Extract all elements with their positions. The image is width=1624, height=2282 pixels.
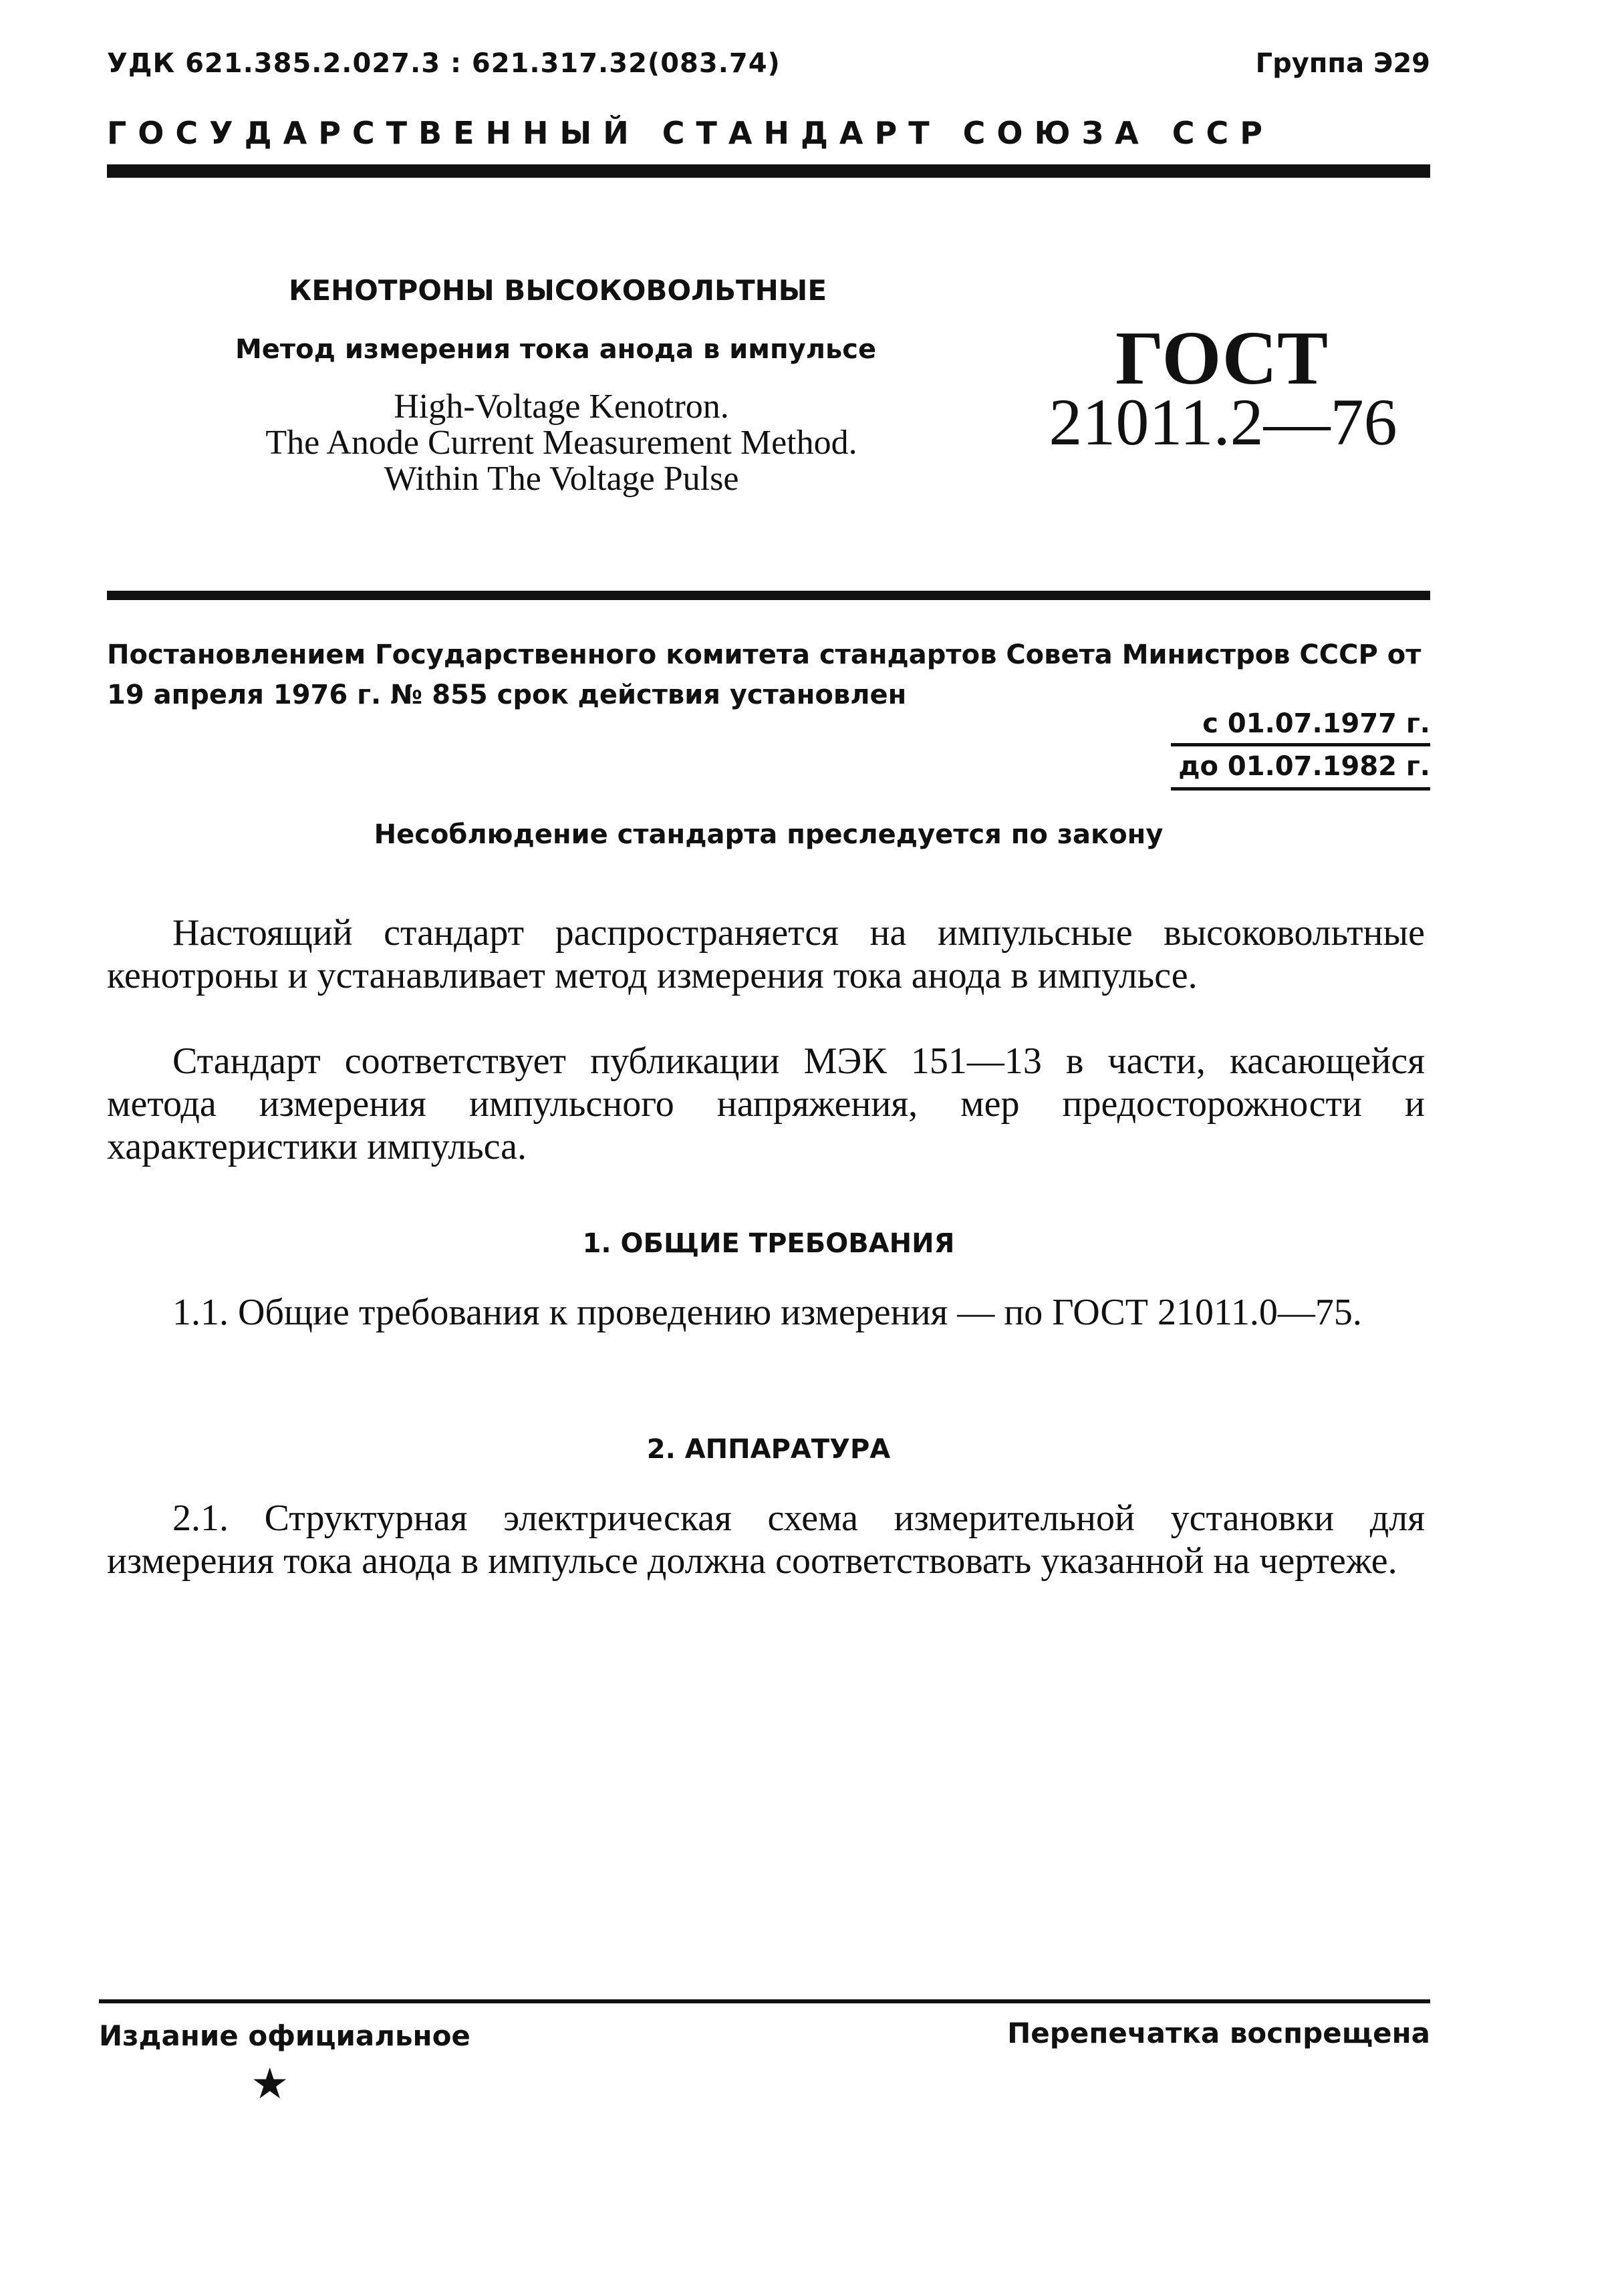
middle-rule bbox=[107, 591, 1430, 600]
law-notice: Несоблюдение стандарта преследуется по закону bbox=[374, 819, 1164, 850]
gost-label: ГОСТ bbox=[1115, 315, 1329, 400]
top-rule bbox=[107, 164, 1430, 178]
reprint-prohibited-label: Перепечатка воспрещена bbox=[1007, 2017, 1430, 2049]
star-icon: ★ bbox=[251, 2059, 289, 2109]
section-apparatus-paragraph: 2.1. Структурная электрическая схема измерительной установки для измерения тока анода в импульсе должна соответствовать указанной на чертеже. bbox=[107, 1497, 1425, 1582]
group-code: Группа Э29 bbox=[1255, 48, 1430, 79]
section-heading-general: 1. ОБЩИЕ ТРЕБОВАНИЯ bbox=[582, 1228, 955, 1259]
title-en-line: The Anode Current Measurement Method. bbox=[265, 424, 857, 462]
state-standard-banner: ГОСУДАРСТВЕННЫЙ СТАНДАРТ СОЮЗА ССР bbox=[107, 115, 1274, 151]
title-en-line: High-Voltage Kenotron. bbox=[394, 388, 729, 426]
official-edition-label: Издание официальное bbox=[99, 2019, 470, 2052]
udc-code: УДК 621.385.2.027.3 : 621.317.32(083.74) bbox=[107, 48, 781, 79]
document-title-ru: КЕНОТРОНЫ ВЫСОКОВОЛЬТНЫЕ bbox=[289, 274, 827, 307]
document-title-en bbox=[207, 389, 916, 497]
iec-paragraph: Стандарт соответствует публикации МЭК 151—13 в части, касающейся метода измерения импульсного напряжения, мер предосторожности и характеристики импульса. bbox=[107, 1040, 1425, 1167]
section-heading-apparatus: 2. АППАРАТУРА bbox=[646, 1434, 891, 1465]
title-en-line: Within The Voltage Pulse bbox=[384, 460, 739, 498]
bottom-rule bbox=[99, 1999, 1430, 2003]
valid-from-date: с 01.07.1977 г. bbox=[1202, 708, 1430, 739]
valid-to-date: до 01.07.1982 г. bbox=[1178, 751, 1430, 782]
gost-number: 21011.2—76 bbox=[1049, 385, 1397, 459]
section-general-paragraph: 1.1. Общие требования к проведению измерения — по ГОСТ 21011.0—75. bbox=[172, 1292, 1362, 1333]
valid-from-underline bbox=[1171, 743, 1430, 746]
valid-to-underline bbox=[1171, 787, 1430, 791]
intro-paragraph: Настоящий стандарт распространяется на импульсные высоковольтные кенотроны и устанавливает метод измерения тока анода в импульсе. bbox=[107, 912, 1425, 996]
document-subtitle-ru: Метод измерения тока анода в импульсе bbox=[235, 334, 877, 365]
decree-text: Постановлением Государственного комитета стандартов Совета Министров СССР от 19 апреля 1976 г. № 855 срок действия установлен bbox=[107, 639, 1422, 710]
